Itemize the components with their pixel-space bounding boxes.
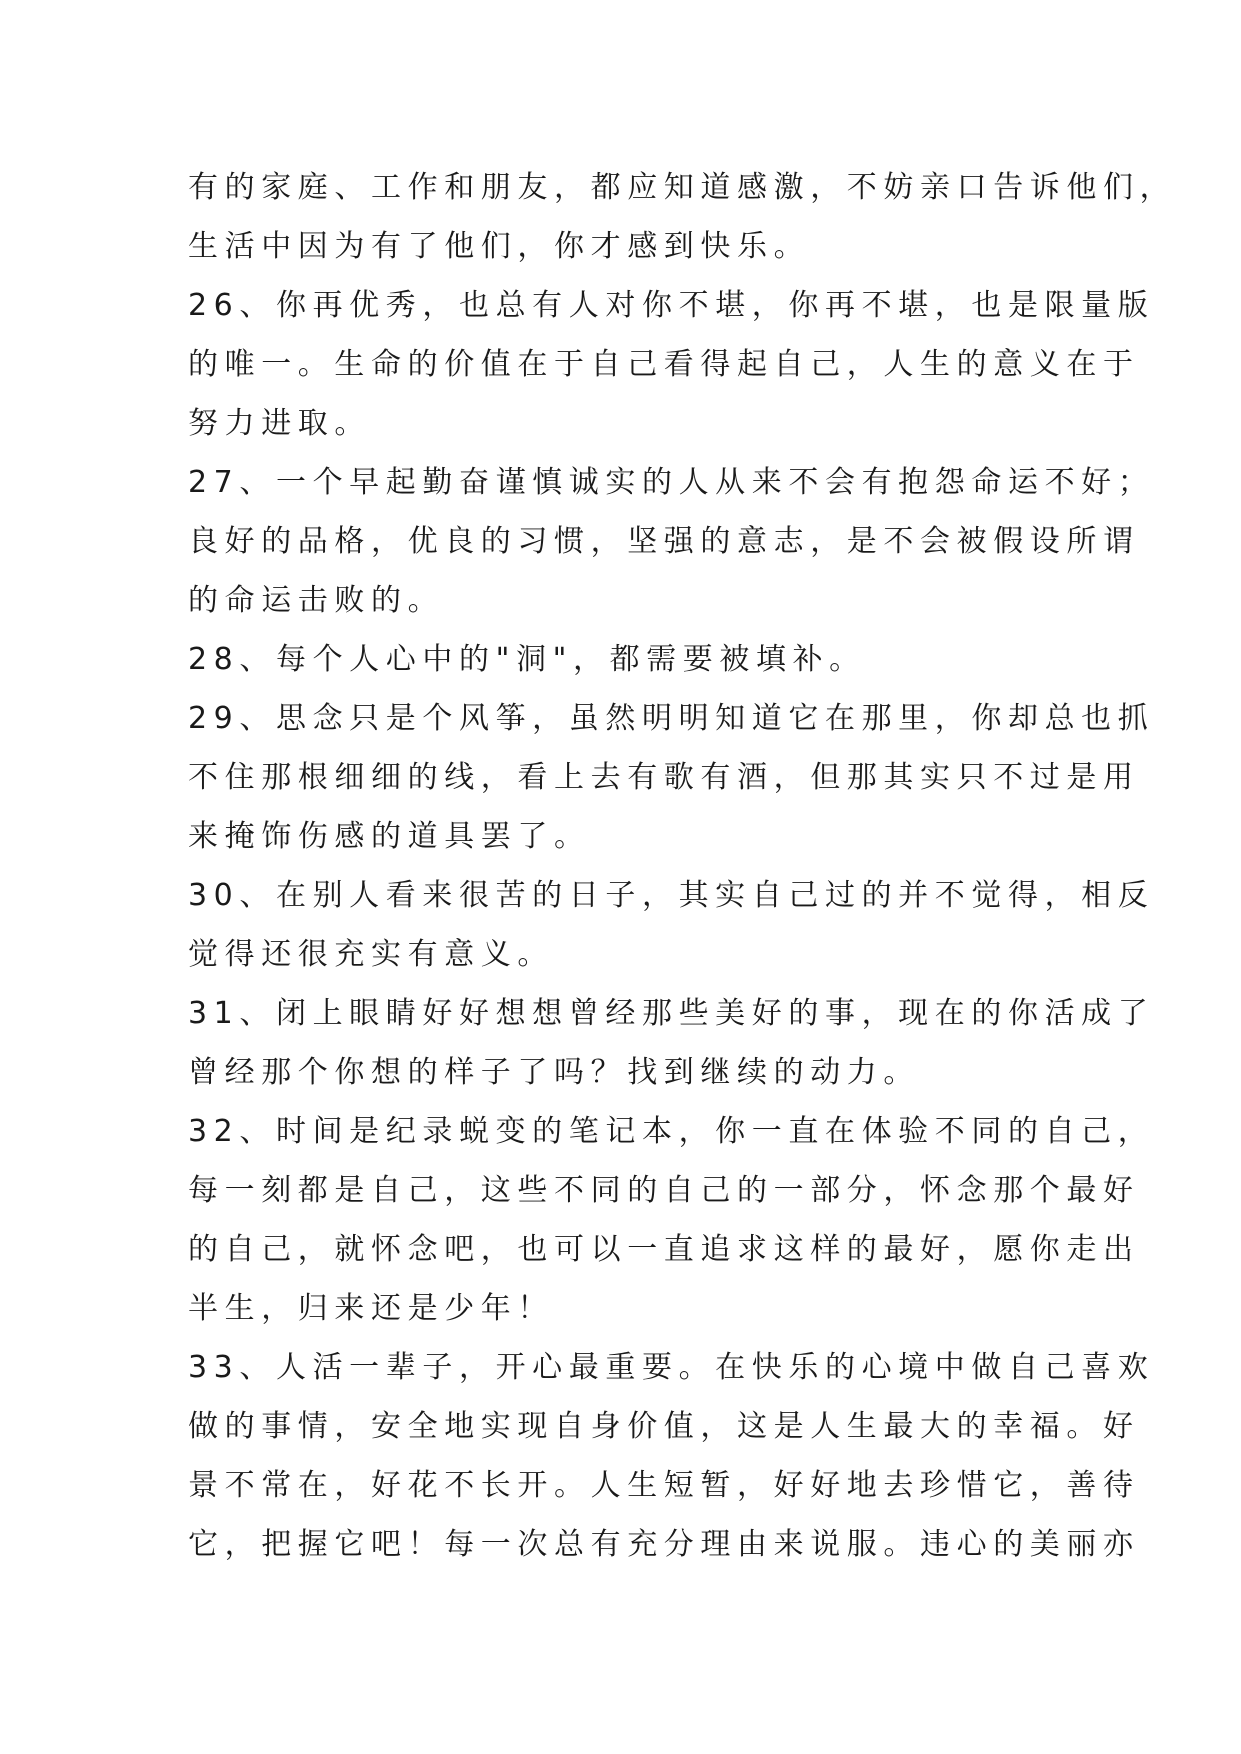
- text-line: 的自己，就怀念吧，也可以一直追求这样的最好，愿你走出: [188, 1232, 1140, 1267]
- text-line: 觉得还很充实有意义。: [188, 937, 554, 972]
- text-line: 它，把握它吧！每一次总有充分理由来说服。违心的美丽亦: [188, 1527, 1140, 1562]
- text-line: 27、一个早起勤奋谨慎诚实的人从来不会有抱怨命运不好；: [188, 465, 1155, 500]
- text-line: 有的家庭、工作和朋友，都应知道感激，不妨亲口告诉他们，: [188, 170, 1177, 205]
- text-line: 曾经那个你想的样子了吗？找到继续的动力。: [188, 1055, 920, 1090]
- text-line: 31、闭上眼睛好好想想曾经那些美好的事，现在的你活成了: [188, 996, 1155, 1031]
- text-line: 28、每个人心中的"洞"，都需要被填补。: [188, 642, 866, 677]
- text-line: 33、人活一辈子，开心最重要。在快乐的心境中做自己喜欢: [188, 1350, 1155, 1385]
- text-line: 29、思念只是个风筝，虽然明明知道它在那里，你却总也抓: [188, 701, 1155, 736]
- text-line: 生活中因为有了他们，你才感到快乐。: [188, 229, 811, 264]
- text-line: 努力进取。: [188, 406, 371, 441]
- text-line: 的唯一。生命的价值在于自己看得起自己，人生的意义在于: [188, 347, 1140, 382]
- text-line: 30、在别人看来很苦的日子，其实自己过的并不觉得，相反: [188, 878, 1155, 913]
- text-line: 不住那根细细的线，看上去有歌有酒，但那其实只不过是用: [188, 760, 1140, 795]
- text-line: 的命运击败的。: [188, 583, 445, 618]
- text-line: 26、你再优秀，也总有人对你不堪，你再不堪，也是限量版: [188, 288, 1155, 323]
- text-line: 每一刻都是自己，这些不同的自己的一部分，怀念那个最好: [188, 1173, 1140, 1208]
- text-line: 32、时间是纪录蜕变的笔记本，你一直在体验不同的自己，: [188, 1114, 1155, 1149]
- text-line: 半生，归来还是少年！: [188, 1291, 554, 1326]
- text-line: 做的事情，安全地实现自身价值，这是人生最大的幸福。好: [188, 1409, 1140, 1444]
- text-line: 良好的品格，优良的习惯，坚强的意志，是不会被假设所谓: [188, 524, 1140, 559]
- text-line: 景不常在，好花不长开。人生短暂，好好地去珍惜它，善待: [188, 1468, 1140, 1503]
- document-body: [188, 158, 1177, 1574]
- text-line: 来掩饰伤感的道具罢了。: [188, 819, 591, 854]
